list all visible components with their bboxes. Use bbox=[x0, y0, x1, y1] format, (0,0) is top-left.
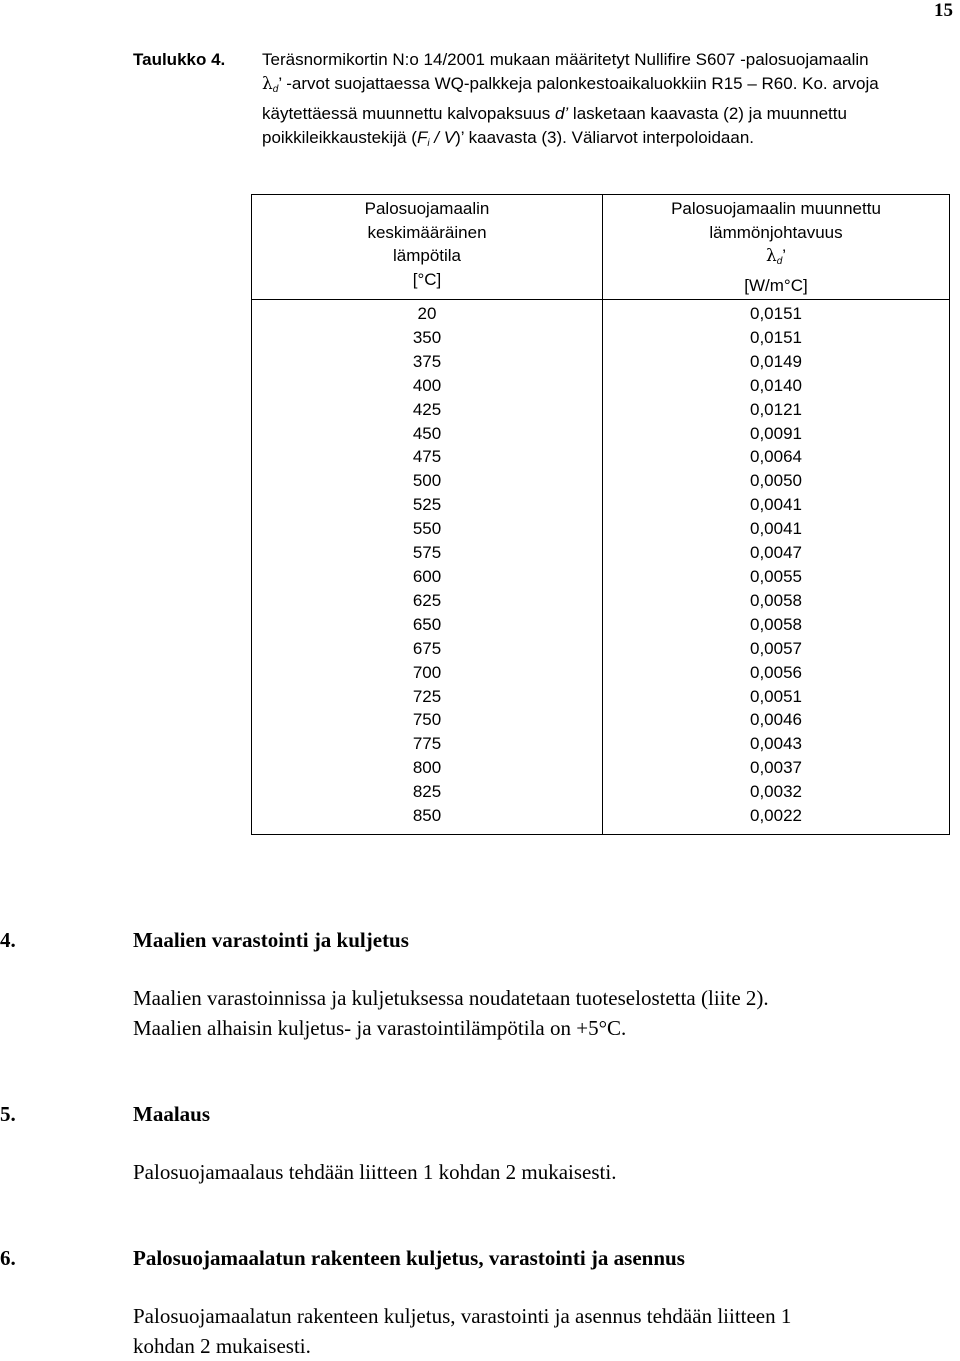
section-title: Maalien varastointi ja kuljetus bbox=[133, 928, 409, 952]
conductivity-cell: 0,0151 bbox=[750, 327, 802, 347]
paragraph-line: Maalien alhaisin kuljetus- ja varastointilämpötila on +5°C. bbox=[133, 1016, 627, 1040]
temperature-cell: 425 bbox=[252, 398, 603, 422]
conductivity-cell: 0,0041 bbox=[750, 495, 802, 515]
header-conductivity bbox=[603, 195, 950, 300]
temperature-cell: 525 bbox=[252, 493, 603, 517]
conductivity-cell: 0,0149 bbox=[750, 351, 802, 371]
temperature-cell: 350 bbox=[252, 326, 603, 350]
conductivity-cell: 0,0058 bbox=[750, 590, 802, 610]
d-prime: d’ bbox=[554, 104, 569, 123]
conductivity-cell: 0,0121 bbox=[750, 399, 802, 419]
table-caption-text bbox=[262, 48, 943, 156]
table-row bbox=[252, 517, 950, 541]
temperature-cell: 600 bbox=[252, 565, 603, 589]
table-row bbox=[252, 780, 950, 804]
temperature-cell: 750 bbox=[252, 708, 603, 732]
temperature-cell: 650 bbox=[252, 613, 603, 637]
table-row bbox=[252, 326, 950, 350]
section-4-body bbox=[133, 983, 923, 1043]
page-number: 15 bbox=[934, 0, 953, 21]
caption-line1: Teräsnormikortin N:o 14/2001 mukaan määritetyt Nullifire S607 -palosuojamaalin bbox=[262, 50, 869, 69]
header-col1-line3: lämpötila bbox=[392, 246, 462, 265]
table-row bbox=[252, 685, 950, 709]
table-row bbox=[252, 732, 950, 756]
table-row bbox=[252, 661, 950, 685]
paragraph-line: kohdan 2 mukaisesti. bbox=[133, 1334, 311, 1358]
lambda-symbol: λ bbox=[765, 246, 777, 266]
table-row bbox=[252, 493, 950, 517]
section-5-body bbox=[133, 1157, 923, 1187]
temperature-cell: 400 bbox=[252, 374, 603, 398]
header-col2-unit: [W/m°C] bbox=[744, 275, 808, 295]
temperature-cell: 475 bbox=[252, 445, 603, 469]
temperature-cell: 825 bbox=[252, 780, 603, 804]
conductivity-cell: 0,0058 bbox=[750, 614, 802, 634]
conductivity-cell: 0,0057 bbox=[750, 638, 802, 658]
section-4-heading bbox=[0, 928, 409, 953]
table-row bbox=[252, 756, 950, 780]
header-col1-line2: keskimääräinen bbox=[367, 222, 487, 242]
section-number: 5. bbox=[0, 1102, 16, 1126]
table-row bbox=[252, 565, 950, 589]
temperature-cell: 625 bbox=[252, 589, 603, 613]
temperature-cell: 675 bbox=[252, 637, 603, 661]
section-5-heading bbox=[0, 1102, 211, 1127]
table-caption-label: Taulukko 4. bbox=[133, 50, 226, 69]
data-table bbox=[251, 194, 950, 835]
v-symbol: / V bbox=[429, 128, 456, 147]
header-col2-line1: Palosuojamaalin muunnettu bbox=[671, 199, 881, 218]
conductivity-cell: 0,0022 bbox=[750, 806, 802, 826]
table-row bbox=[252, 804, 950, 834]
conductivity-cell: 0,0151 bbox=[750, 304, 802, 323]
table-row bbox=[252, 300, 950, 326]
section-number: 6. bbox=[0, 1246, 16, 1270]
caption-line2b: lasketaan kaavasta (2) ja muunnettu poikkileikkaustekijä ( bbox=[262, 104, 847, 147]
table-row bbox=[252, 708, 950, 732]
temperature-cell: 500 bbox=[252, 469, 603, 493]
conductivity-cell: 0,0064 bbox=[750, 447, 802, 467]
section-title: Maalaus bbox=[133, 1102, 211, 1126]
conductivity-cell: 0,0037 bbox=[750, 758, 802, 778]
temperature-cell: 800 bbox=[252, 756, 603, 780]
table-row bbox=[252, 469, 950, 493]
temperature-cell: 700 bbox=[252, 661, 603, 685]
conductivity-cell: 0,0050 bbox=[750, 471, 802, 491]
table-caption bbox=[133, 48, 943, 156]
temperature-cell: 725 bbox=[252, 685, 603, 709]
paragraph-line: Maalien varastoinnissa ja kuljetuksessa noudatetaan tuoteselostetta (liite 2). bbox=[133, 986, 769, 1010]
header-col2-line2: lämmönjohtavuus bbox=[709, 222, 843, 242]
temperature-cell: 850 bbox=[252, 804, 603, 834]
conductivity-cell: 0,0055 bbox=[750, 566, 802, 586]
fi-subscript: i bbox=[427, 138, 430, 149]
conductivity-cell: 0,0091 bbox=[750, 423, 802, 443]
table-row bbox=[252, 613, 950, 637]
fi-symbol: F bbox=[416, 128, 428, 147]
paragraph-line: Palosuojamaalatun rakenteen kuljetus, varastointi ja asennus tehdään liitteen 1 bbox=[133, 1304, 792, 1328]
table-row bbox=[252, 637, 950, 661]
table-header-row bbox=[252, 195, 950, 300]
header-col1-line1: Palosuojamaalin bbox=[364, 199, 490, 218]
conductivity-cell: 0,0140 bbox=[750, 375, 802, 395]
table-row bbox=[252, 541, 950, 565]
section-6-heading bbox=[0, 1246, 685, 1271]
temperature-cell: 550 bbox=[252, 517, 603, 541]
paragraph-line: Palosuojamaalaus tehdään liitteen 1 kohdan 2 mukaisesti. bbox=[133, 1160, 617, 1184]
temperature-cell: 450 bbox=[252, 422, 603, 446]
table-row bbox=[252, 445, 950, 469]
table-row bbox=[252, 374, 950, 398]
temperature-cell: 775 bbox=[252, 732, 603, 756]
conductivity-cell: 0,0046 bbox=[750, 710, 802, 730]
lambda-subscript: d bbox=[776, 256, 783, 267]
conductivity-cell: 0,0047 bbox=[750, 543, 802, 563]
table-row bbox=[252, 350, 950, 374]
table-row bbox=[252, 589, 950, 613]
conductivity-cell: 0,0041 bbox=[750, 519, 802, 539]
conductivity-cell: 0,0032 bbox=[750, 782, 802, 802]
header-col1-unit: [°C] bbox=[412, 269, 442, 289]
conductivity-cell: 0,0056 bbox=[750, 662, 802, 682]
section-number: 4. bbox=[0, 928, 16, 952]
section-6-body bbox=[133, 1301, 923, 1361]
prime-mark: ’ bbox=[782, 246, 787, 265]
caption-line2c: )’ kaavasta (3). Väliarvot interpoloidaan. bbox=[455, 128, 755, 147]
caption-line2a: ’ -arvot suojattaessa WQ-palkkeja palonkestoaikaluokkiin R15 – R60. Ko. arvoja käytettäessä muunnettu kalvopaksuus bbox=[262, 74, 879, 123]
temperature-cell: 20 bbox=[252, 300, 603, 326]
header-col2-lambda bbox=[603, 244, 949, 274]
conductivity-cell: 0,0043 bbox=[750, 734, 802, 754]
table-row bbox=[252, 422, 950, 446]
lambda-symbol: λ bbox=[262, 74, 273, 94]
header-temperature bbox=[252, 195, 603, 300]
conductivity-cell: 0,0051 bbox=[750, 686, 802, 706]
table-row bbox=[252, 398, 950, 422]
temperature-cell: 575 bbox=[252, 541, 603, 565]
lambda-subscript: d bbox=[272, 84, 279, 95]
temperature-cell: 375 bbox=[252, 350, 603, 374]
section-title: Palosuojamaalatun rakenteen kuljetus, varastointi ja asennus bbox=[133, 1246, 685, 1270]
